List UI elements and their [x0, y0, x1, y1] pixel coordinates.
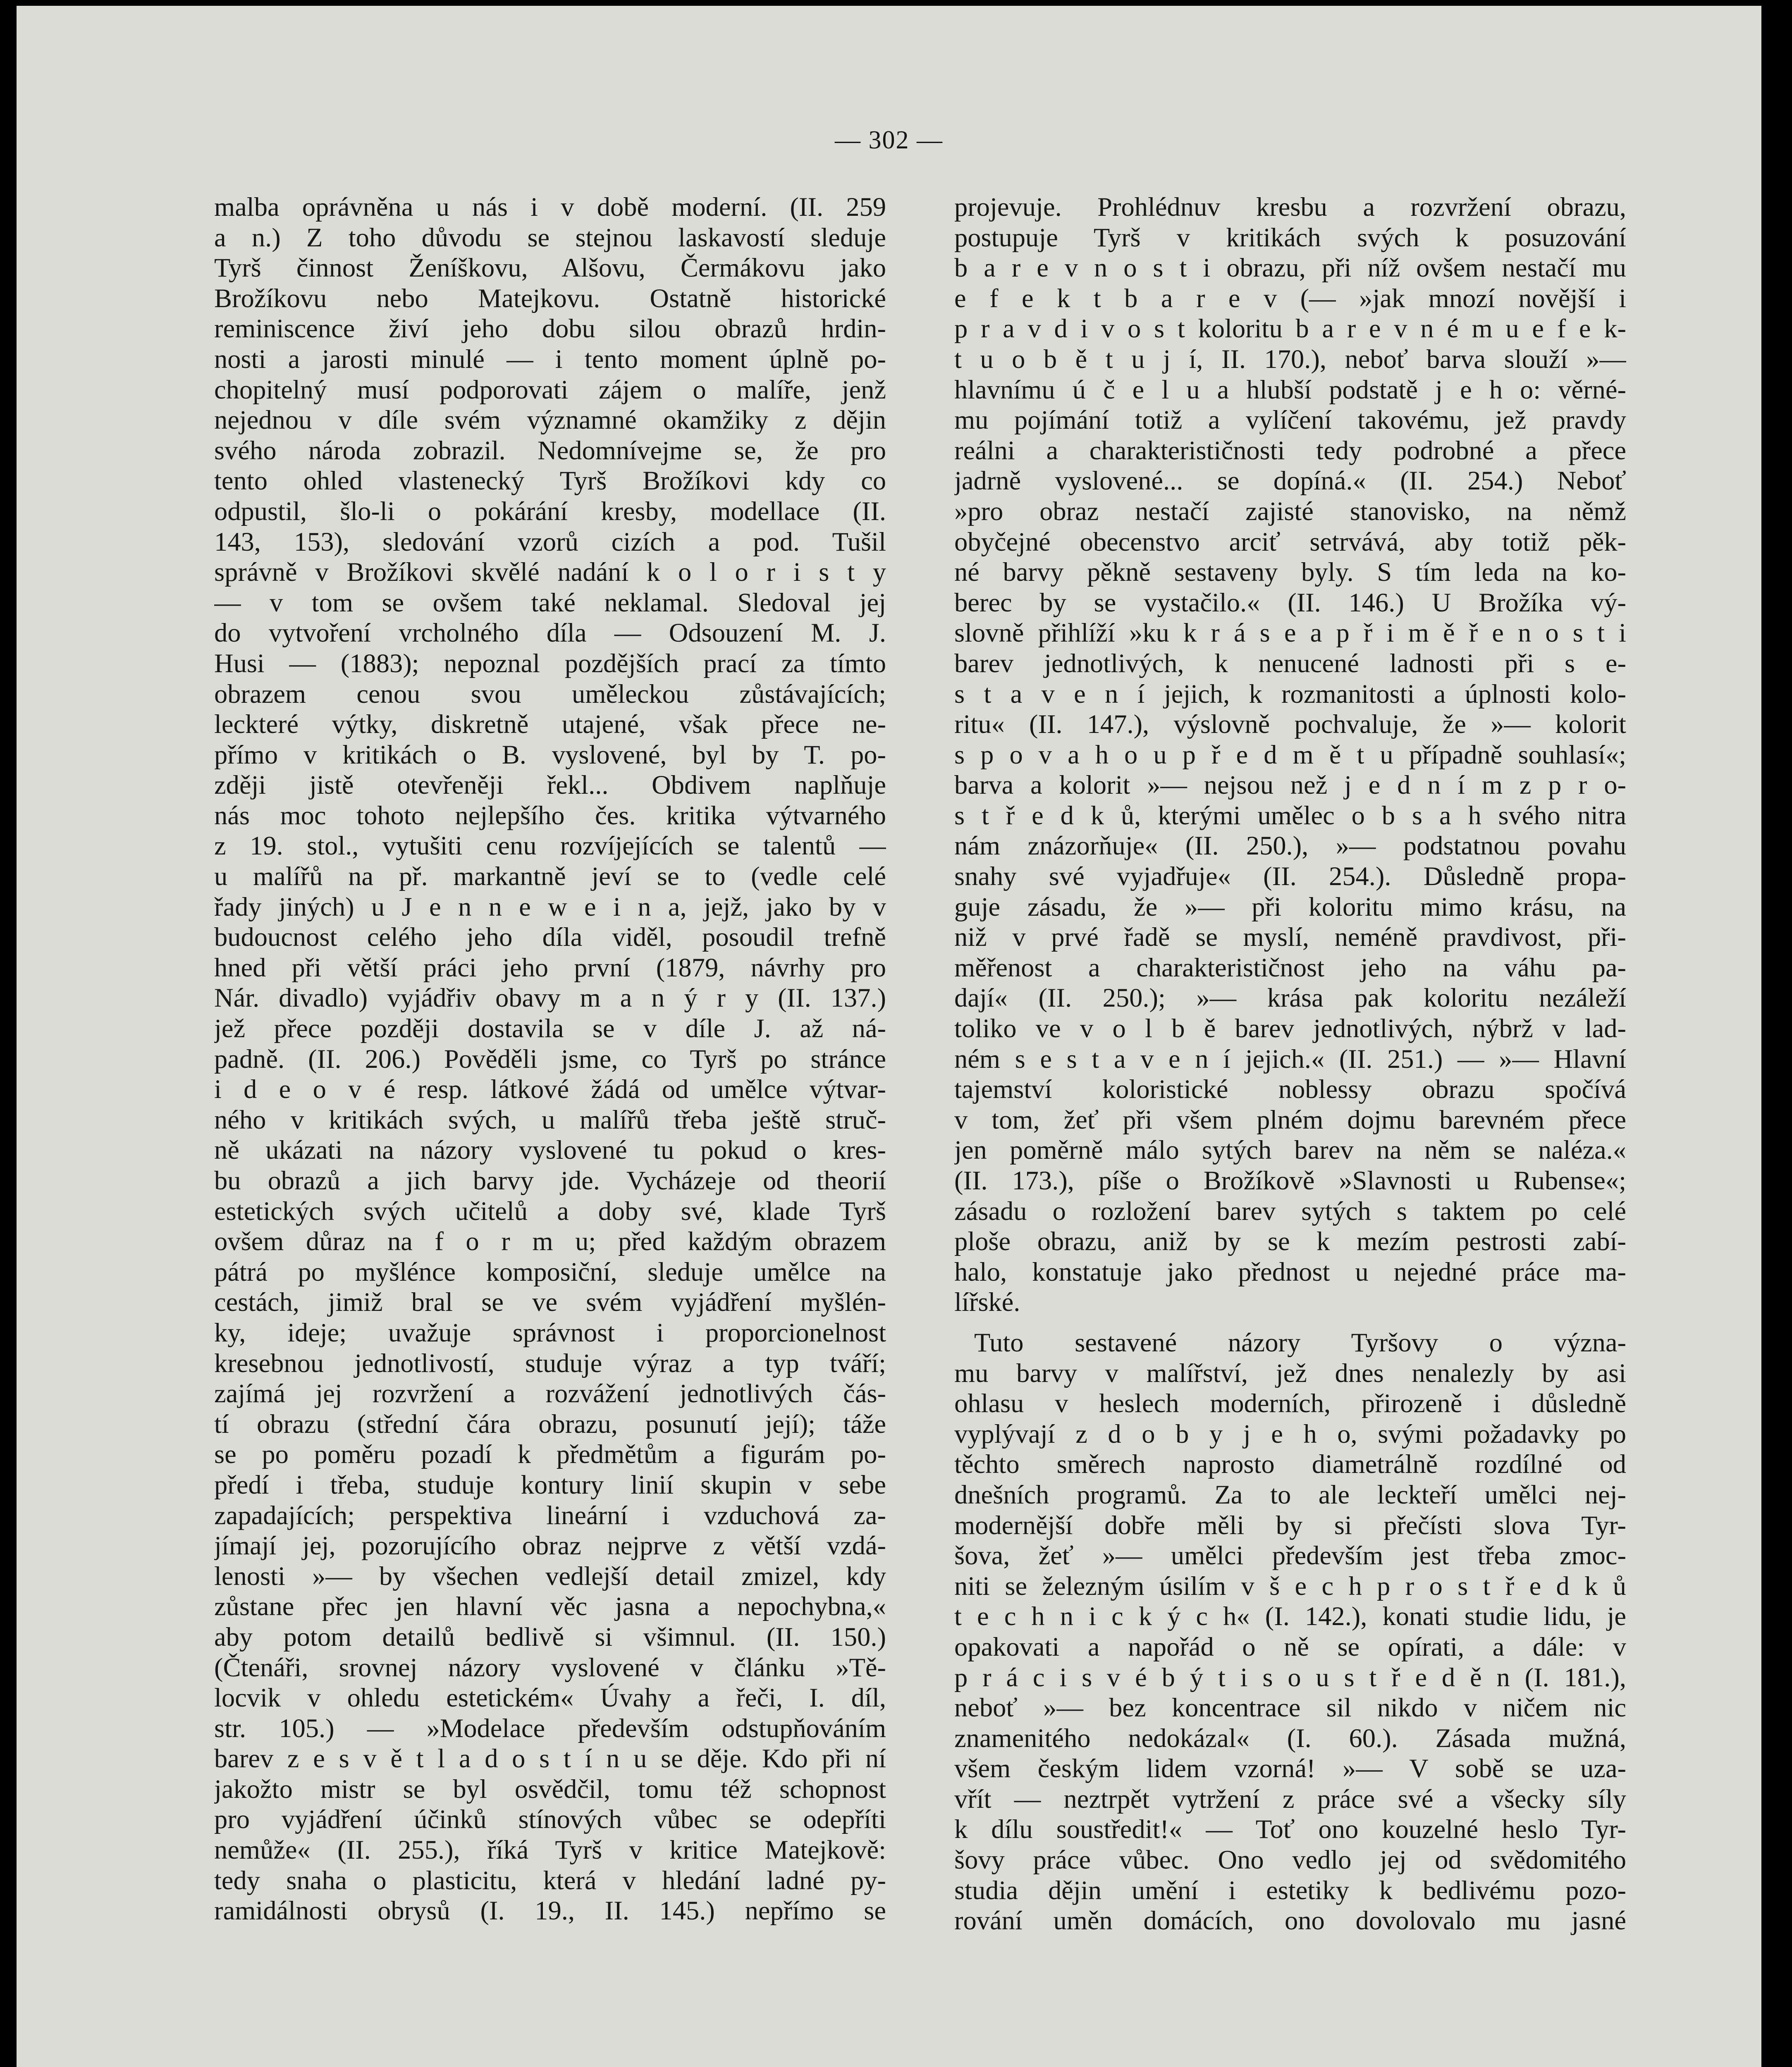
- text-line: mu barvy v malířství, jež dnes nenalezly by asi: [954, 1358, 1626, 1388]
- text-line: leckteré výtky, diskretně utajené, však přece ne-: [214, 709, 886, 739]
- text-line: p r a v d i v o s t koloritu b a r e v n é m u e f e k-: [954, 314, 1626, 344]
- text-line: lenosti »— by všechen vedlejší detail zmizel, kdy: [214, 1561, 886, 1591]
- text-line: i d e o v é resp. látkové žádá od umělce výtvar-: [214, 1074, 886, 1104]
- text-line: postupuje Tyrš v kritikách svých k posuzování: [954, 222, 1626, 252]
- text-line: nejednou v díle svém významné okamžiky z dějin: [214, 405, 886, 435]
- text-line: s t a v e n í jejich, k rozmanitosti a úplnosti kolo-: [954, 679, 1626, 709]
- text-line: znamenitého nedokázal« (I. 60.). Zásada mužná,: [954, 1723, 1626, 1753]
- text-line: slovně přihlíží »ku k r á s e a p ř i m ě ř e n o s t i: [954, 618, 1626, 648]
- paragraph-gap: [954, 1318, 1626, 1327]
- text-line: dnešních programů. Za to ale leckteří umělci nej-: [954, 1480, 1626, 1509]
- text-line: guje zásadu, že »— při koloritu mimo krásu, na: [954, 892, 1626, 921]
- text-line: — v tom se ovšem také neklamal. Sledoval jej: [214, 587, 886, 617]
- text-line: locvik v ohledu estetickém« Úvahy a řeči, I. díl,: [214, 1683, 886, 1713]
- text-line: ovšem důraz na f o r m u; před každým obrazem: [214, 1227, 886, 1256]
- text-line: studia dějin umění i estetiky k bedlivému pozo-: [954, 1875, 1626, 1905]
- text-line: berec by se vystačilo.« (II. 146.) U Brožíka vý-: [954, 587, 1626, 617]
- text-line: s t ř e d k ů, kterými umělec o b s a h svého nitra: [954, 800, 1626, 830]
- text-line: reálni a charakterističnosti tedy podrobné a přece: [954, 435, 1626, 465]
- text-line: vřít — neztrpět vytržení z práce své a všecky síly: [954, 1784, 1626, 1814]
- text-line: estetických svých učitelů a doby své, klade Tyrš: [214, 1196, 886, 1226]
- text-line: barev jednotlivých, k nenucené ladnosti při s e-: [954, 648, 1626, 678]
- text-line: zůstane přec jen hlavní věc jasna a nepochybna,«: [214, 1592, 886, 1621]
- text-line: ritu« (II. 147.), výslovně pochvaluje, že »— kolorit: [954, 709, 1626, 739]
- text-line: předí i třeba, studuje kontury linií skupin v sebe: [214, 1470, 886, 1499]
- text-line: barva a kolorit »— nejsou než j e d n í m z p r o-: [954, 770, 1626, 800]
- text-line: řady jiných) u J e n n e w e i n a, jejž, jako by v: [214, 892, 886, 921]
- text-line: ky, ideje; uvažuje správnost i proporcionelnost: [214, 1318, 886, 1347]
- text-line: padně. (II. 206.) Pověděli jsme, co Tyrš po stránce: [214, 1044, 886, 1074]
- text-line: ném s e s t a v e n í jejich.« (II. 251.) — »— Hlavní: [954, 1044, 1626, 1074]
- text-line: zásadu o rozložení barev sytých s taktem po celé: [954, 1196, 1626, 1226]
- text-line: těchto směrech naprosto diametrálně rozdílné od: [954, 1449, 1626, 1479]
- text-line: a n.) Z toho důvodu se stejnou laskavostí sleduje: [214, 222, 886, 252]
- text-line: opakovati a napořád o ně se opírati, a dále: v: [954, 1632, 1626, 1661]
- text-line: dají« (II. 250.); »— krása pak koloritu nezáleží: [954, 983, 1626, 1013]
- text-line: ploše obrazu, aniž by se k mezím pestrosti zabí-: [954, 1227, 1626, 1256]
- text-line: budoucnost celého jeho díla viděl, posoudil trefně: [214, 922, 886, 952]
- text-line: ně ukázati na názory vyslovené tu pokud o kres-: [214, 1135, 886, 1165]
- text-line: ohlasu v heslech moderních, přirozeně i důsledně: [954, 1389, 1626, 1418]
- text-line: Brožíkovu nebo Matejkovu. Ostatně historické: [214, 283, 886, 313]
- text-line: t e c h n i c k ý c h« (I. 142.), konati studie lidu, je: [954, 1602, 1626, 1631]
- text-line: Husi — (1883); nepoznal pozdějších prací za tímto: [214, 648, 886, 678]
- text-line: s p o v a h o u p ř e d m ě t u případně souhlasí«;: [954, 740, 1626, 769]
- text-line: rování uměn domácích, ono dovolovalo mu jasné: [954, 1906, 1626, 1936]
- text-line: kresebnou jednotlivostí, studuje výraz a typ tváří;: [214, 1348, 886, 1378]
- text-line: snahy své vyjadřuje« (II. 254.). Důsledně propa-: [954, 862, 1626, 891]
- text-line: str. 105.) — »Modelace především odstupňováním: [214, 1713, 886, 1743]
- text-line: b a r e v n o s t i obrazu, při níž ovšem nestačí mu: [954, 253, 1626, 283]
- text-line: (II. 173.), píše o Brožíkově »Slavnosti u Rubense«;: [954, 1166, 1626, 1195]
- scanned-page: [17, 6, 1761, 2067]
- text-line: jadrně vyslovené... se dopíná.« (II. 254.) Neboť: [954, 466, 1626, 496]
- text-line: ramidálnosti obrysů (I. 19., II. 145.) nepřímo se: [214, 1896, 886, 1926]
- text-line: svého národa zobrazil. Nedomnívejme se, že pro: [214, 435, 886, 465]
- text-line: všem českým lidem vzorná! »— V sobě se uza-: [954, 1754, 1626, 1783]
- text-line: ného v kritikách svých, u malířů třeba ještě struč-: [214, 1105, 886, 1134]
- text-line: jež přece později dostavila se v díle J. až ná-: [214, 1014, 886, 1043]
- left-column: [214, 192, 886, 1926]
- text-line: zajímá jej rozvržení a rozvážení jednotlivých čás-: [214, 1379, 886, 1408]
- text-line: Tyrš činnost Ženíškovu, Alšovu, Čermákovu jako: [214, 253, 886, 283]
- text-line: správně v Brožíkovi skvělé nadání k o l o r i s t y: [214, 557, 886, 587]
- text-line: zději jistě otevřeněji řekl... Obdivem naplňuje: [214, 770, 886, 800]
- text-line: nosti a jarosti minulé — i tento moment úplně po-: [214, 344, 886, 374]
- text-line: tento ohled vlastenecký Tyrš Brožíkovi kdy co: [214, 466, 886, 496]
- right-column: [954, 192, 1626, 1936]
- text-line: projevuje. Prohlédnuv kresbu a rozvržení obrazu,: [954, 192, 1626, 222]
- text-line: halo, konstatuje jako přednost u nejedné práce ma-: [954, 1257, 1626, 1287]
- text-line: tajemství koloristické noblessy obrazu spočívá: [954, 1074, 1626, 1104]
- right-column-paragraph-1: [954, 192, 1626, 1318]
- text-line: nemůže« (II. 255.), říká Tyrš v kritice Matejkově:: [214, 1835, 886, 1865]
- text-line: tí obrazu (střední čára obrazu, posunutí její); táže: [214, 1409, 886, 1439]
- text-line: malba oprávněna u nás i v době moderní. (II. 259: [214, 192, 886, 222]
- text-line: do vytvoření vrcholného díla — Odsouzení M. J.: [214, 618, 886, 648]
- text-line: reminiscence živí jeho dobu silou obrazů hrdin-: [214, 314, 886, 344]
- text-line: vyplývají z d o b y j e h o, svými požadavky po: [954, 1419, 1626, 1449]
- text-line: lířské.: [954, 1287, 1020, 1317]
- text-line: z 19. stol., vytušiti cenu rozvíjejících se talentů —: [214, 831, 886, 861]
- text-line: aby potom detailů bedlivě si všimnul. (II. 150.): [214, 1622, 886, 1652]
- text-line: mu pojímání totiž a vylíčení takovému, jež pravdy: [954, 405, 1626, 435]
- text-line: šovy práce vůbec. Ono vedlo jej od svědomitého: [954, 1845, 1626, 1875]
- text-line: pátrá po myšlénce komposiční, sleduje umělce na: [214, 1257, 886, 1287]
- text-line: barev z e s v ě t l a d o s t í n u se děje. Kdo při ní: [214, 1744, 886, 1773]
- text-line: neboť »— bez koncentrace sil nikdo v ničem nic: [954, 1693, 1626, 1723]
- text-line: 143, 153), sledování vzorů cizích a pod. Tušil: [214, 527, 886, 556]
- text-line: zapadajících; perspektiva lineární i vzduchová za-: [214, 1500, 886, 1530]
- text-line: niti se železným úsilím v š e c h p r o s t ř e d k ů: [954, 1571, 1626, 1601]
- text-line: se po poměru pozadí k předmětům a figurám po-: [214, 1439, 886, 1469]
- text-line: hned při větší práci jeho první (1879, návrhy pro: [214, 952, 886, 982]
- text-line: hlavnímu ú č e l u a hlubší podstatě j e h o: věrné-: [954, 375, 1626, 404]
- text-line: obyčejné obecenstvo arciť setrvává, aby totiž pěk-: [954, 527, 1626, 556]
- text-line: tedy snaha o plasticitu, která v hledání ladné py-: [214, 1865, 886, 1895]
- text-line: toliko ve v o l b ě barev jednotlivých, nýbrž v lad-: [954, 1014, 1626, 1043]
- page-number: — 302 —: [835, 126, 943, 154]
- text-line: jen poměrně málo sytých barev na něm se naléza.«: [954, 1135, 1626, 1165]
- text-line: chopitelný musí podporovati zájem o malíře, jenž: [214, 375, 886, 404]
- text-line: odpustil, šlo-li o pokárání kresby, modellace (II.: [214, 496, 886, 526]
- text-line: obrazem cenou svou uměleckou zůstávajících;: [214, 679, 886, 709]
- text-line: pro vyjádření účinků stínových vůbec se odepříti: [214, 1804, 886, 1834]
- text-line: k dílu soustředit!« — Toť ono kouzelné heslo Tyr-: [954, 1814, 1626, 1844]
- text-line: jímají jej, pozorujícího obraz nejprve z větší vzdá-: [214, 1531, 886, 1561]
- text-line: e f e k t b a r e v (— »jak mnozí novější i: [954, 283, 1626, 313]
- text-line: cestách, jimiž bral se ve svém vyjádření myšlén-: [214, 1287, 886, 1317]
- text-line: (Čtenáři, srovnej názory vyslovené v článku »Tě-: [214, 1652, 886, 1682]
- text-line: jakožto mistr se byl osvědčil, tomu též schopnost: [214, 1774, 886, 1804]
- text-line: měřenost a charakterističnost jeho na váhu pa-: [954, 952, 1626, 982]
- text-line: nám znázorňuje« (II. 250.), »— podstatnou povahu: [954, 831, 1626, 861]
- text-line: bu obrazů a jich barvy jde. Vycházeje od theorií: [214, 1166, 886, 1195]
- text-line: Nár. divadlo) vyjádřiv obavy m a n ý r y (II. 137.): [214, 983, 886, 1013]
- text-line: nás moc tohoto nejlepšího čes. kritika výtvarného: [214, 800, 886, 830]
- text-line: u malířů na př. markantně jeví se to (vedle celé: [214, 862, 886, 891]
- text-line: né barvy pěkně sestaveny byly. S tím leda na ko-: [954, 557, 1626, 587]
- text-line: modernější dobře měli by si přečísti slova Tyr-: [954, 1510, 1626, 1540]
- text-line: p r á c i s v é b ý t i s o u s t ř e d ě n (I. 181.),: [954, 1662, 1626, 1692]
- text-line: t u o b ě t u j í, II. 170.), neboť barva slouží »—: [954, 344, 1626, 374]
- text-line: niž v prvé řadě se myslí, neméně pravdivost, při-: [954, 922, 1626, 952]
- text-line: přímo v kritikách o B. vyslovené, byl by T. po-: [214, 740, 886, 769]
- text-line: »pro obraz nestačí zajisté stanovisko, na němž: [954, 496, 1626, 526]
- text-line: šova, žeť »— umělci především jest třeba zmoc-: [954, 1541, 1626, 1571]
- right-column-paragraph-2: [954, 1327, 1626, 1936]
- text-line: v tom, žeť při všem plném dojmu barevném přece: [954, 1105, 1626, 1134]
- text-line: Tuto sestavené názory Tyršovy o význa-: [974, 1327, 1626, 1357]
